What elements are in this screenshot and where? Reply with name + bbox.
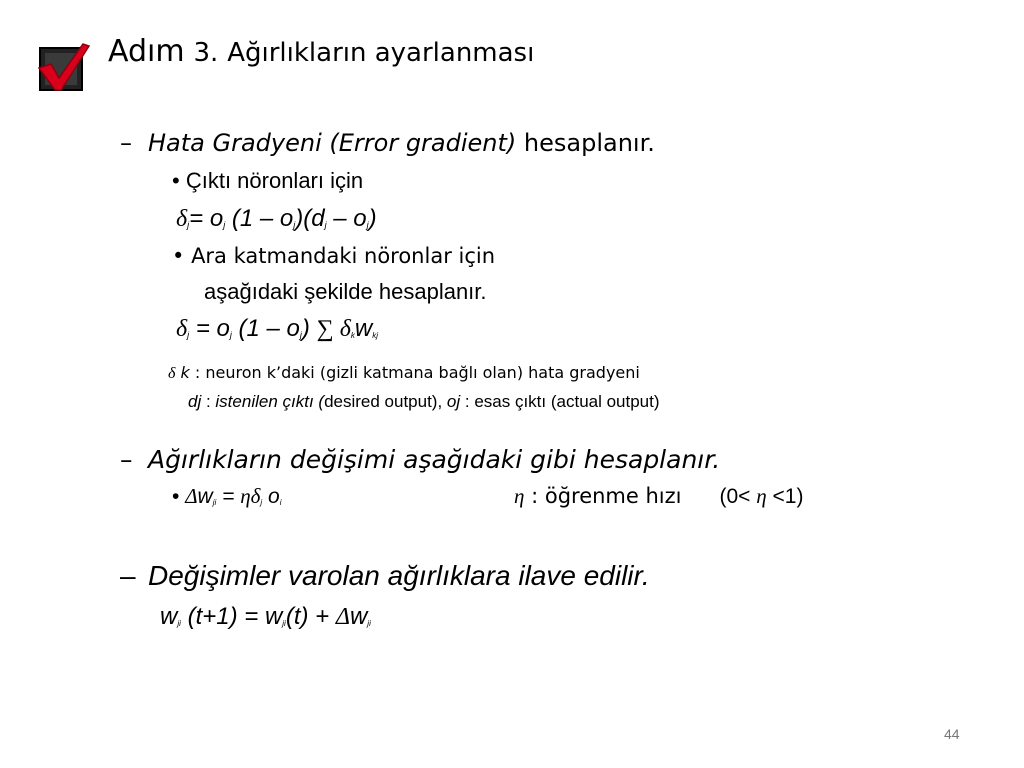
formula-output-gradient	[176, 205, 377, 233]
subscript: j	[293, 220, 296, 230]
subscript: j	[260, 498, 263, 507]
bullet-dot: •	[172, 485, 180, 508]
subscript: j	[324, 220, 327, 230]
delta-symbol: δ	[176, 206, 188, 232]
eta-symbol: η	[240, 484, 251, 508]
subscript: ji	[177, 619, 181, 628]
page-title	[108, 32, 534, 69]
subscript: j	[187, 220, 190, 230]
formula-hidden-gradient	[176, 315, 378, 343]
formula-part: = o	[189, 205, 224, 232]
Delta-symbol: Δ	[335, 604, 350, 630]
formula-part: =	[216, 485, 241, 508]
note-k: k	[175, 363, 190, 382]
subscript: j	[229, 330, 232, 340]
subscript: j	[187, 330, 190, 340]
subscript: ji	[282, 619, 286, 628]
range-part: <1)	[766, 485, 804, 508]
title-step-word: Adım	[108, 34, 185, 69]
subscript: j	[223, 220, 226, 230]
formula-part: w	[354, 315, 373, 342]
formula-part: )	[368, 205, 377, 232]
formula-weight-update	[160, 603, 371, 631]
checkbox-icon	[37, 42, 85, 90]
note-delta-k	[168, 363, 640, 383]
formula-part: = o	[189, 315, 230, 342]
note-desired-tr: istenilen çıktı (	[215, 392, 325, 411]
formula-part: )	[301, 315, 317, 342]
delta-symbol: δ	[176, 316, 188, 342]
page-number: 44	[944, 726, 960, 742]
error-gradient-label: Hata Gradyeni (Error gradient)	[148, 129, 517, 157]
formula-part: w	[349, 603, 368, 630]
hidden-neurons-text: Ara katmandaki nöronlar için	[191, 244, 496, 268]
error-gradient-rest: hesaplanır.	[516, 129, 655, 157]
formula-delta-w	[172, 484, 281, 509]
note-dj-oj	[188, 392, 660, 412]
note-text: : neuron k’daki (gizli katmana bağlı olan) hata gradyeni	[189, 363, 640, 382]
subscript: i	[279, 498, 282, 507]
subscript: k	[350, 331, 355, 340]
subscript: j	[299, 330, 302, 340]
learning-rate-text: : öğrenme hızı	[524, 484, 682, 508]
note-actual: : esas çıktı (actual output)	[460, 392, 660, 411]
hidden-neurons-continuation: aşağıdaki şekilde hesaplanır.	[204, 279, 487, 304]
sub-bullet-output-neurons: • Çıktı nöronları için	[172, 168, 364, 193]
dash-marker: –	[120, 129, 132, 157]
formula-part: w	[197, 485, 213, 508]
subscript: j	[366, 220, 369, 230]
formula-part: (t+1) = w	[180, 603, 283, 630]
subscript: ji	[212, 498, 217, 507]
delta-symbol: δ	[333, 316, 351, 342]
subscript: ji	[367, 619, 371, 628]
formula-part: w	[160, 603, 178, 630]
bullet-weight-update	[120, 560, 650, 592]
formula-part: (1 – o	[231, 315, 300, 342]
bullet-weight-change	[120, 445, 720, 474]
range-part: (0<	[719, 485, 757, 508]
output-neurons-text: Çıktı nöronları için	[185, 168, 364, 193]
note-dj: dj	[188, 392, 202, 411]
note-oj: oj	[446, 392, 461, 411]
weight-change-text: Ağırlıkların değişimi aşağıdaki gibi hesaplanır.	[148, 445, 721, 474]
weight-update-text: Değişimler varolan ağırlıklara ilave edilir.	[148, 560, 650, 591]
formula-part: (t) +	[285, 603, 336, 630]
note-sep: :	[201, 392, 216, 411]
dash-marker: –	[120, 445, 133, 474]
sub-bullet-hidden-neurons: • Ara katmandaki nöronlar için	[172, 244, 496, 268]
bullet-error-gradient	[120, 129, 655, 157]
Delta-symbol: Δ	[185, 484, 198, 508]
delta-symbol: δ	[168, 365, 176, 382]
title-step-number: 3.	[193, 38, 219, 68]
note-desired-en: desired output),	[324, 392, 447, 411]
sum-symbol: ∑	[316, 316, 334, 342]
subscript: kj	[372, 331, 378, 340]
eta-symbol: η	[756, 484, 767, 508]
delta-symbol: δ	[250, 484, 261, 508]
formula-part: )(d	[295, 205, 325, 232]
title-text: Ağırlıkların ayarlanması	[227, 38, 535, 68]
learning-rate-note	[514, 484, 803, 509]
eta-symbol: η	[514, 484, 525, 508]
formula-part: o	[262, 485, 280, 508]
dash-marker: –	[120, 560, 136, 591]
formula-part: – o	[326, 205, 367, 232]
formula-part: (1 – o	[225, 205, 294, 232]
